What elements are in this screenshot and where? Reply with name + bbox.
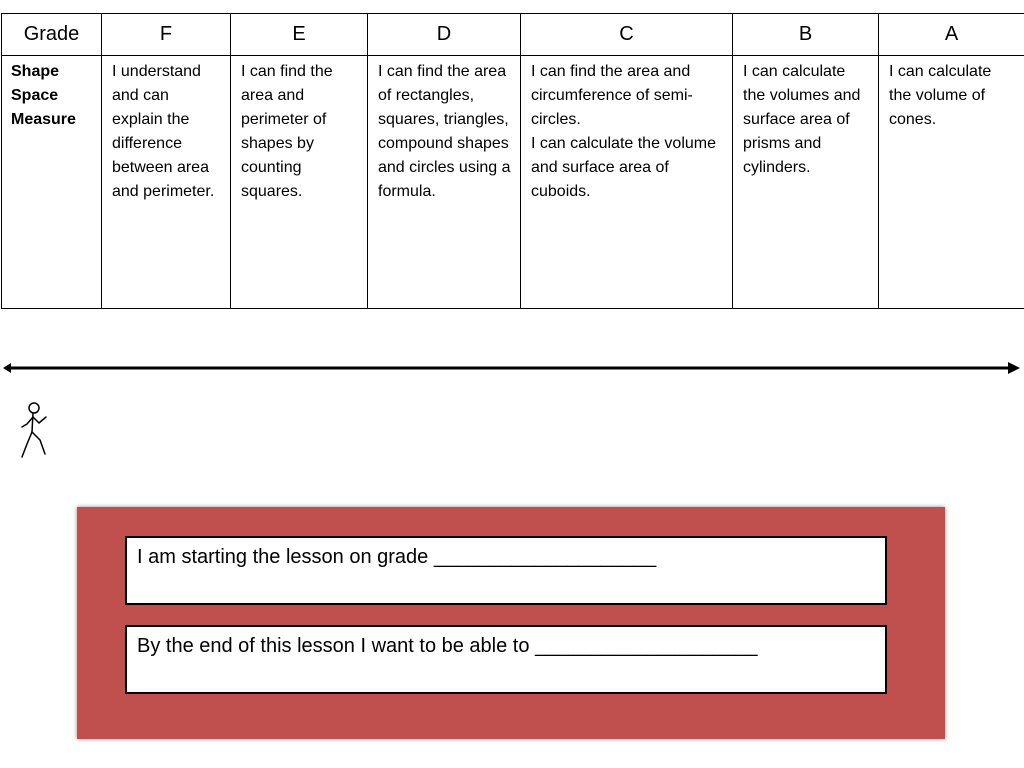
table-row [2,56,1024,309]
header-b: B [733,14,879,56]
cell-grade-c: I can find the area and circumference of semi-circles. I can calculate the volume and surface area of cuboids. [521,56,733,309]
cell-grade-f: I understand and can explain the difference between area and perimeter. [102,56,231,309]
walking-stick-figure-icon [18,400,52,460]
starting-grade-field[interactable]: I am starting the lesson on grade ____________________ [125,536,887,605]
cell-grade-b: I can calculate the volumes and surface area of prisms and cylinders. [733,56,879,309]
double-headed-arrow-icon [0,355,1024,381]
goal-panel [77,507,945,739]
lesson-goal-field[interactable]: By the end of this lesson I want to be able to ____________________ [125,625,887,694]
header-a: A [879,14,1024,56]
cell-grade-a: I can calculate the volume of cones. [879,56,1024,309]
header-d: D [368,14,521,56]
row-label-shape-space-measure: Shape Space Measure [2,56,102,309]
cell-grade-d: I can find the area of rectangles, squares, triangles, compound shapes and circles using a formula. [368,56,521,309]
header-f: F [102,14,231,56]
header-e: E [231,14,368,56]
header-grade: Grade [2,14,102,56]
header-row [2,14,1024,56]
header-c: C [521,14,733,56]
cell-grade-e: I can find the area and perimeter of shapes by counting squares. [231,56,368,309]
grade-table [1,13,1024,309]
